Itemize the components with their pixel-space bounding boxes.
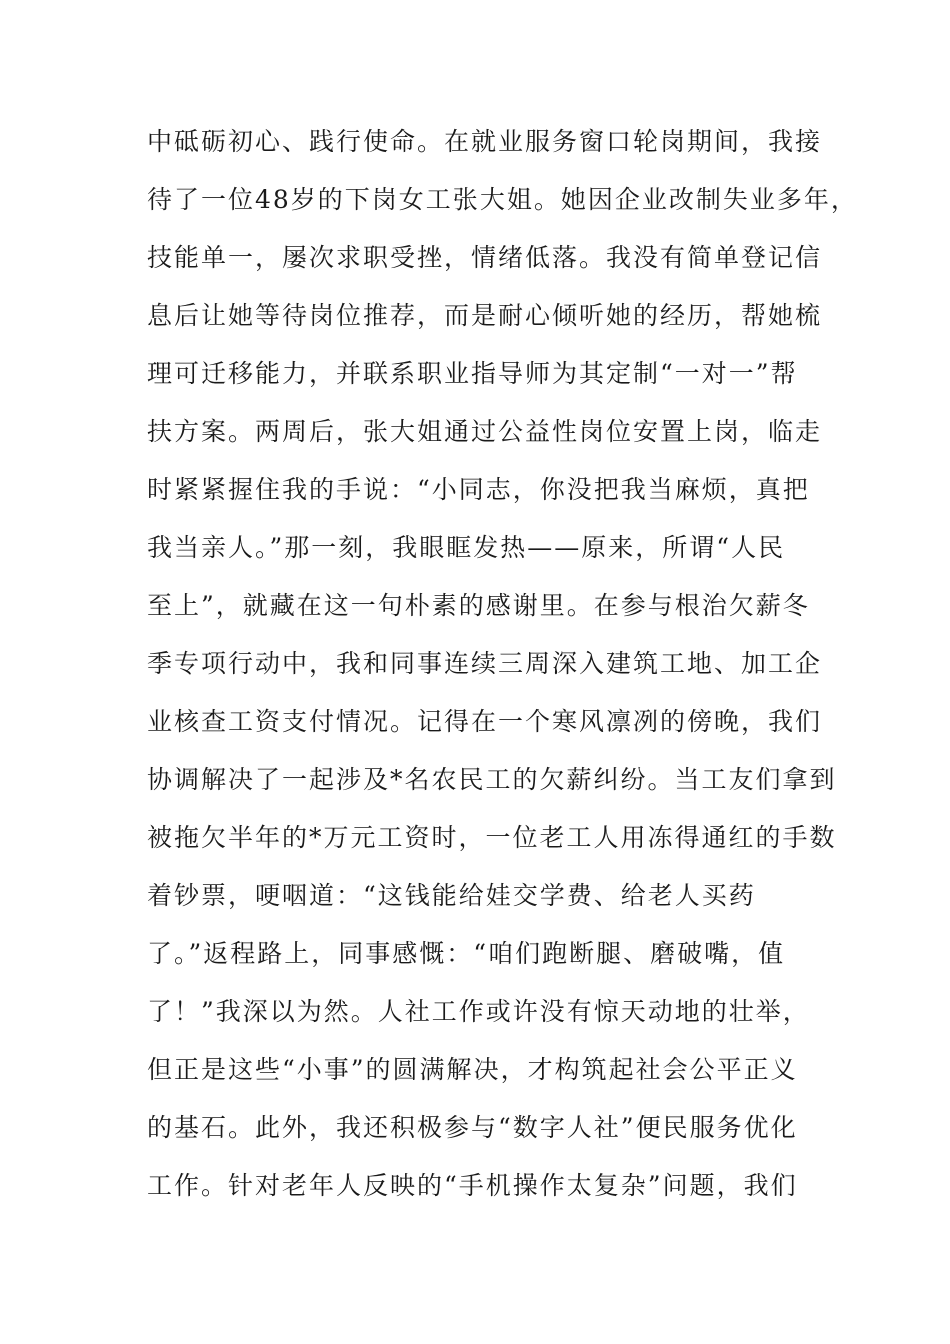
text-line: 时紧紧握住我的手说：“小同志，你没把我当麻烦，真把 <box>147 475 810 504</box>
text-line: 着钞票，哽咽道：“这钱能给娃交学费、给老人买药 <box>147 881 756 910</box>
text-line: 工作。针对老年人反映的“手机操作太复杂”问题，我们 <box>147 1171 798 1200</box>
text-line: 的基石。此外，我还积极参与“数字人社”便民服务优化 <box>147 1113 798 1142</box>
text-line: 至上”，就藏在这一句朴素的感谢里。在参与根治欠薪冬 <box>147 591 810 620</box>
text-line: 但正是这些“小事”的圆满解决，才构筑起社会公平正义 <box>147 1055 798 1084</box>
text-line: 息后让她等待岗位推荐，而是耐心倾听她的经历，帮她梳 <box>147 301 823 330</box>
body-paragraph <box>147 120 858 1222</box>
text-line: 扶方案。两周后，张大姐通过公益性岗位安置上岗，临走 <box>147 417 823 446</box>
text-line: 协调解决了一起涉及*名农民工的欠薪纠纷。当工友们拿到 <box>147 765 837 794</box>
text-line: 待了一位48岁的下岗女工张大姐。她因企业改制失业多年， <box>147 185 858 214</box>
text-line: 理可迁移能力，并联系职业指导师为其定制“一对一”帮 <box>147 359 798 388</box>
text-line: 了！”我深以为然。人社工作或许没有惊天动地的壮举， <box>147 997 810 1026</box>
text-line: 季专项行动中，我和同事连续三周深入建筑工地、加工企 <box>147 649 823 678</box>
text-line: 中砥砺初心、践行使命。在就业服务窗口轮岗期间，我接 <box>147 127 823 156</box>
text-line: 了。”返程路上，同事感慨：“咱们跑断腿、磨破嘴，值 <box>147 939 786 968</box>
text-line: 我当亲人。”那一刻，我眼眶发热——原来，所谓“人民 <box>147 533 786 562</box>
text-line: 技能单一，屡次求职受挫，情绪低落。我没有简单登记信 <box>147 243 823 272</box>
text-line: 被拖欠半年的*万元工资时，一位老工人用冻得通红的手数 <box>147 823 837 852</box>
text-line: 业核查工资支付情况。记得在一个寒风凛冽的傍晚，我们 <box>147 707 823 736</box>
